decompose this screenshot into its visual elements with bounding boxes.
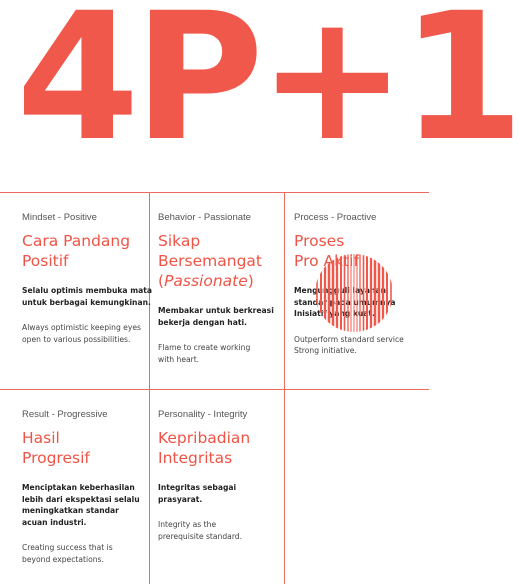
hero [0, 0, 518, 180]
value-card-mindset [22, 212, 156, 345]
value-card-personality [158, 409, 292, 542]
card-title: Hasil Progresif [22, 429, 90, 467]
card-description-en: Integrity as the prerequisite standard. [158, 520, 243, 541]
card-description-id: Integritas sebagai prasyarat. [158, 483, 237, 504]
card-title: Sikap Bersemangat (Passionate) [158, 232, 262, 290]
card-tag: Process - Proactive [294, 212, 377, 223]
card-title: Proses Pro Aktif [294, 232, 359, 270]
card-description-en: Outperform standard service Strong initiative. [294, 334, 404, 355]
card-tag: Result - Progressive [22, 409, 108, 420]
card-description-id: Selalu optimis membuka mata untuk berbagai kemungkinan. [22, 286, 152, 307]
card-description-en: Flame to create working with heart. [158, 343, 251, 364]
card-title: Cara Pandang Positif [22, 232, 131, 270]
hero-heading: 4P+1 [16, 0, 518, 180]
card-description-en: Creating success that is beyond expectations. [22, 543, 113, 564]
striped-globe-icon [313, 252, 395, 339]
value-card-behavior [158, 212, 292, 365]
card-tag: Mindset - Positive [22, 212, 97, 223]
card-tag: Personality - Integrity [158, 409, 248, 420]
card-description-id: Menciptakan keberhasilan lebih dari ekspektasi selalu meningkatkan standar acuan industri. [22, 483, 140, 527]
card-description-id: Membakar untuk berkreasi bekerja dengan hati. [158, 306, 274, 327]
card-description-en: Always optimistic keeping eyes open to various possibilities. [22, 323, 141, 344]
grid-rule-top [0, 192, 429, 193]
grid-rule-middle [0, 389, 429, 390]
card-description-id: Mengungguli layanan standar pada umumnya Inisiatif yang kuat. [294, 286, 396, 318]
card-title: Kepribadian Integritas [158, 429, 251, 467]
card-tag: Behavior - Passionate [158, 212, 251, 223]
value-card-result [22, 409, 156, 565]
